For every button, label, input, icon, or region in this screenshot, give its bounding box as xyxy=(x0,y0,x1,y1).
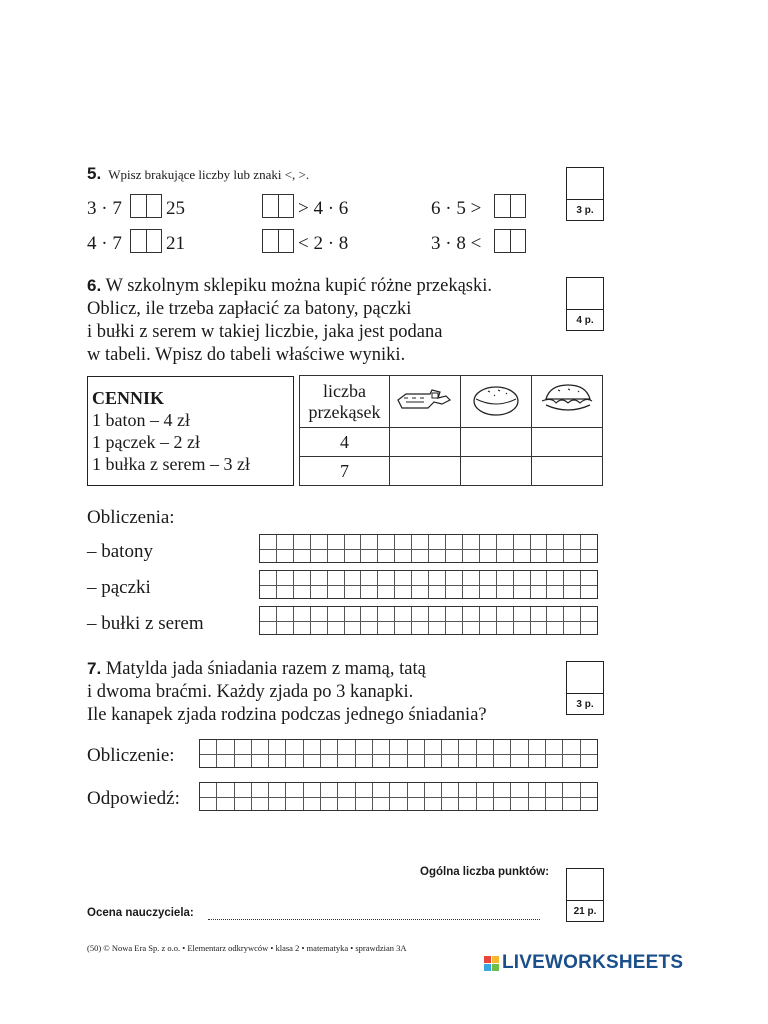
price-item-bulka: 1 bułka z serem – 3 zł xyxy=(92,454,250,474)
task6-points-box xyxy=(566,277,604,331)
task6-line-4: w tabeli. Wpisz do tabeli właściwe wyniki. xyxy=(87,345,406,365)
task6-line-3: i bułki z serem w takiej liczbie, jaka jest podana xyxy=(87,322,443,342)
task6-text xyxy=(87,274,562,367)
t5-r1-a-right: 25 xyxy=(166,198,185,219)
grade-line[interactable] xyxy=(208,919,540,920)
sandwich-icon xyxy=(532,376,603,428)
task5-instruction: Wpisz brakujące liczby lub znaki <, >. xyxy=(108,167,310,182)
grade-label: Ocena nauczyciela: xyxy=(87,907,194,919)
task7-points: 3 p. xyxy=(576,698,594,710)
row-count-4: 4 xyxy=(300,428,390,457)
calc-label-bulki: – bułki z serem xyxy=(87,613,204,634)
task6-points: 4 p. xyxy=(576,314,594,326)
calc-label-batony: – batony xyxy=(87,541,153,562)
t5-r1-c-box[interactable] xyxy=(494,194,526,218)
task7-text xyxy=(87,657,562,727)
brand-icon xyxy=(484,956,499,971)
total-points: 21 p. xyxy=(573,905,597,917)
t5-r1-b-box[interactable] xyxy=(262,194,294,218)
price-item-paczek: 1 pączek – 2 zł xyxy=(92,432,200,452)
t5-r2-b-right: < 2 · 8 xyxy=(298,233,349,254)
task7-line-2: i dwoma braćmi. Każdy zjada po 3 kanapki. xyxy=(87,682,414,702)
task7-number: 7. xyxy=(87,659,102,678)
task5-points-box xyxy=(566,167,604,221)
footer-text: (50) © Nowa Era Sp. z o.o. • Elementarz odkrywców • klasa 2 • matematyka • sprawdzian 3A xyxy=(87,943,407,953)
t5-r1-a-box[interactable] xyxy=(130,194,162,218)
calc7-grid[interactable] xyxy=(199,739,598,768)
total-points-label: Ogólna liczba punktów: xyxy=(420,866,550,878)
table-header-line1: liczba xyxy=(323,380,366,401)
answer7-label: Odpowiedź: xyxy=(87,788,180,809)
row-count-7: 7 xyxy=(300,457,390,486)
answer-cell-bulka-7[interactable] xyxy=(532,457,603,486)
task7-line-1: Matylda jada śniadania razem z mamą, tatą xyxy=(105,659,426,679)
task7-points-box xyxy=(566,661,604,715)
task6-number: 6. xyxy=(87,276,102,295)
task5-score-field[interactable] xyxy=(567,168,603,200)
t5-r2-c-left: 3 · 8 < xyxy=(431,233,482,254)
brand-text: LIVEWORKSHEETS xyxy=(502,952,684,973)
t5-r2-c-box[interactable] xyxy=(494,229,526,253)
answer-cell-bulka-4[interactable] xyxy=(532,428,603,457)
t5-r2-a-left: 4 · 7 xyxy=(87,233,122,254)
price-list-box xyxy=(87,376,294,486)
table-header-line2: przekąsek xyxy=(308,401,381,422)
t5-r2-b-box[interactable] xyxy=(262,229,294,253)
task6-score-field[interactable] xyxy=(567,278,603,310)
total-score-field[interactable] xyxy=(567,869,603,901)
answer-cell-paczek-4[interactable] xyxy=(461,428,532,457)
price-item-baton: 1 baton – 4 zł xyxy=(92,410,190,430)
price-list-title: CENNIK xyxy=(92,388,165,408)
task6-line-2: Oblicz, ile trzeba zapłacić za batony, pączki xyxy=(87,299,412,319)
task6-line-1: W szkolnym sklepiku można kupić różne przekąski. xyxy=(105,276,492,296)
task5-header xyxy=(87,164,309,184)
table-header-cell xyxy=(300,376,390,428)
product-table xyxy=(299,375,603,486)
donut-icon xyxy=(461,376,532,428)
chocolate-bar-icon xyxy=(390,376,461,428)
calc7-label: Obliczenie: xyxy=(87,745,175,766)
answer-cell-baton-7[interactable] xyxy=(390,457,461,486)
brand-logo[interactable] xyxy=(484,952,683,974)
task5-number: 5. xyxy=(87,164,102,183)
t5-r1-a-left: 3 · 7 xyxy=(87,198,122,219)
task5-points: 3 p. xyxy=(576,204,594,216)
task7-score-field[interactable] xyxy=(567,662,603,694)
calc-grid-bulki[interactable] xyxy=(259,606,598,635)
answer-cell-paczek-7[interactable] xyxy=(461,457,532,486)
total-points-box xyxy=(566,868,604,922)
t5-r2-a-box[interactable] xyxy=(130,229,162,253)
calc-label-paczki: – pączki xyxy=(87,577,151,598)
answer7-grid[interactable] xyxy=(199,782,598,811)
t5-r2-a-right: 21 xyxy=(166,233,185,254)
calc-title: Obliczenia: xyxy=(87,507,175,528)
answer-cell-baton-4[interactable] xyxy=(390,428,461,457)
t5-r1-b-right: > 4 · 6 xyxy=(298,198,349,219)
calc-grid-paczki[interactable] xyxy=(259,570,598,599)
calc-grid-batony[interactable] xyxy=(259,534,598,563)
task7-line-3: Ile kanapek zjada rodzina podczas jednego śniadania? xyxy=(87,705,487,725)
t5-r1-c-left: 6 · 5 > xyxy=(431,198,482,219)
